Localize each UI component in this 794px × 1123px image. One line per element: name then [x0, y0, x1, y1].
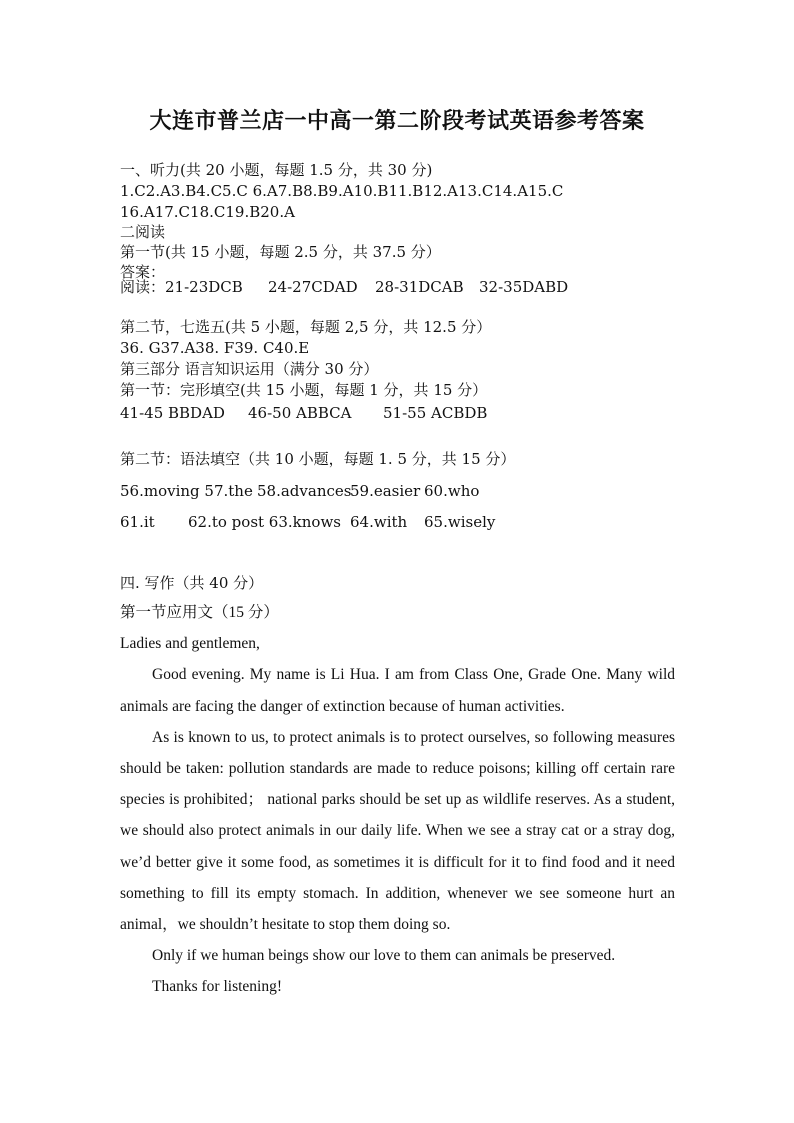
letter-paragraph-2: As is known to us, to protect animals is to protect ourselves, so following measures should be taken: pollution standards are made to reduce poisons; killing off certain rare species is prohibited； national parks should be set up as wildlife reserves. As a student, we should also protect animals in our daily life. When we see a stray cat or a stray dog, we’d better give it some food, as sometimes it is difficult for it to find food and it need something to fill its empty stomach. In addition, whenever we see someone hurt an animal，we shouldn’t hesitate to stop them doing so. [120, 728, 675, 934]
grammar-item-59: 59.easier [350, 482, 421, 500]
reading-heading: 二阅读 [120, 223, 166, 241]
writing-heading: 四. 写作（共 40 分） [120, 574, 264, 592]
page-title: 大连市普兰店一中高一第二阶段考试英语参考答案 [149, 108, 645, 134]
writing-section [120, 597, 675, 1003]
language-heading: 第三部分 语言知识运用（满分 30 分） [120, 360, 379, 378]
cloze-heading: 第一节：完形填空(共 15 小题，每题 1 分，共 15 分） [120, 381, 488, 399]
answer-label: 答案： [120, 263, 166, 281]
letter-paragraph-3: Only if we human beings show our love to them can animals be preserved. [152, 947, 616, 965]
cloze-group-2: 46-50 ABBCA [248, 404, 352, 422]
listening-heading: 一、听力(共 20 小题，每题 1.5 分，共 30 分) [120, 161, 433, 179]
reading-section2-heading: 第二节，七选五(共 5 小题，每题 2,5 分，共 12.5 分） [120, 318, 492, 336]
grammar-heading: 第二节：语法填空（共 10 小题，每题 1. 5 分，共 15 分） [120, 450, 516, 468]
writing-section1-heading: 第一节应用文（15 分） [120, 604, 279, 621]
listening-answers-row-2: 16.A17.C18.C19.B20.A [120, 203, 295, 221]
listening-answers-row-1: 1.C2.A3.B4.C5.C 6.A7.B8.B9.A10.B11.B12.A13.C14.A15.C [120, 182, 564, 200]
cloze-group-3: 51-55 ACBDB [383, 404, 488, 422]
letter-closing: Thanks for listening! [152, 978, 283, 996]
reading-answers-label: 阅读： [120, 278, 166, 296]
grammar-item-58: 58.advances [257, 482, 352, 500]
reading-group-4: 32-35DABD [479, 278, 569, 296]
grammar-item-64: 64.with [350, 513, 408, 531]
reading-group-3: 28-31DCAB [375, 278, 464, 296]
grammar-item-61: 61.it [120, 513, 155, 531]
cloze-group-1: 41-45 BBDAD [120, 404, 225, 422]
reading-group-1: 21-23DCB [165, 278, 243, 296]
cloze-answers-row [120, 403, 487, 423]
grammar-answers-row-1 [120, 481, 479, 501]
reading-section2-answers: 36. G37.A38. F39. C40.E [120, 339, 310, 357]
reading-group-2: 24-27CDAD [268, 278, 358, 296]
grammar-item-62-63: 62.to post 63.knows [188, 513, 341, 531]
grammar-item-65: 65.wisely [424, 513, 496, 531]
grammar-item-60: 60.who [424, 482, 480, 500]
letter-paragraph-1: Good evening. My name is Li Hua. I am from Class One, Grade One. Many wild animals are facing the danger of extinction because of human activities. [120, 666, 675, 715]
grammar-item-56-57: 56.moving 57.the [120, 482, 253, 500]
letter-salutation: Ladies and gentlemen, [120, 635, 260, 653]
grammar-answers-row-2 [120, 512, 495, 532]
reading-section1-heading: 第一节(共 15 小题，每题 2.5 分，共 37.5 分） [120, 243, 441, 261]
reading-answers-row [120, 277, 568, 297]
